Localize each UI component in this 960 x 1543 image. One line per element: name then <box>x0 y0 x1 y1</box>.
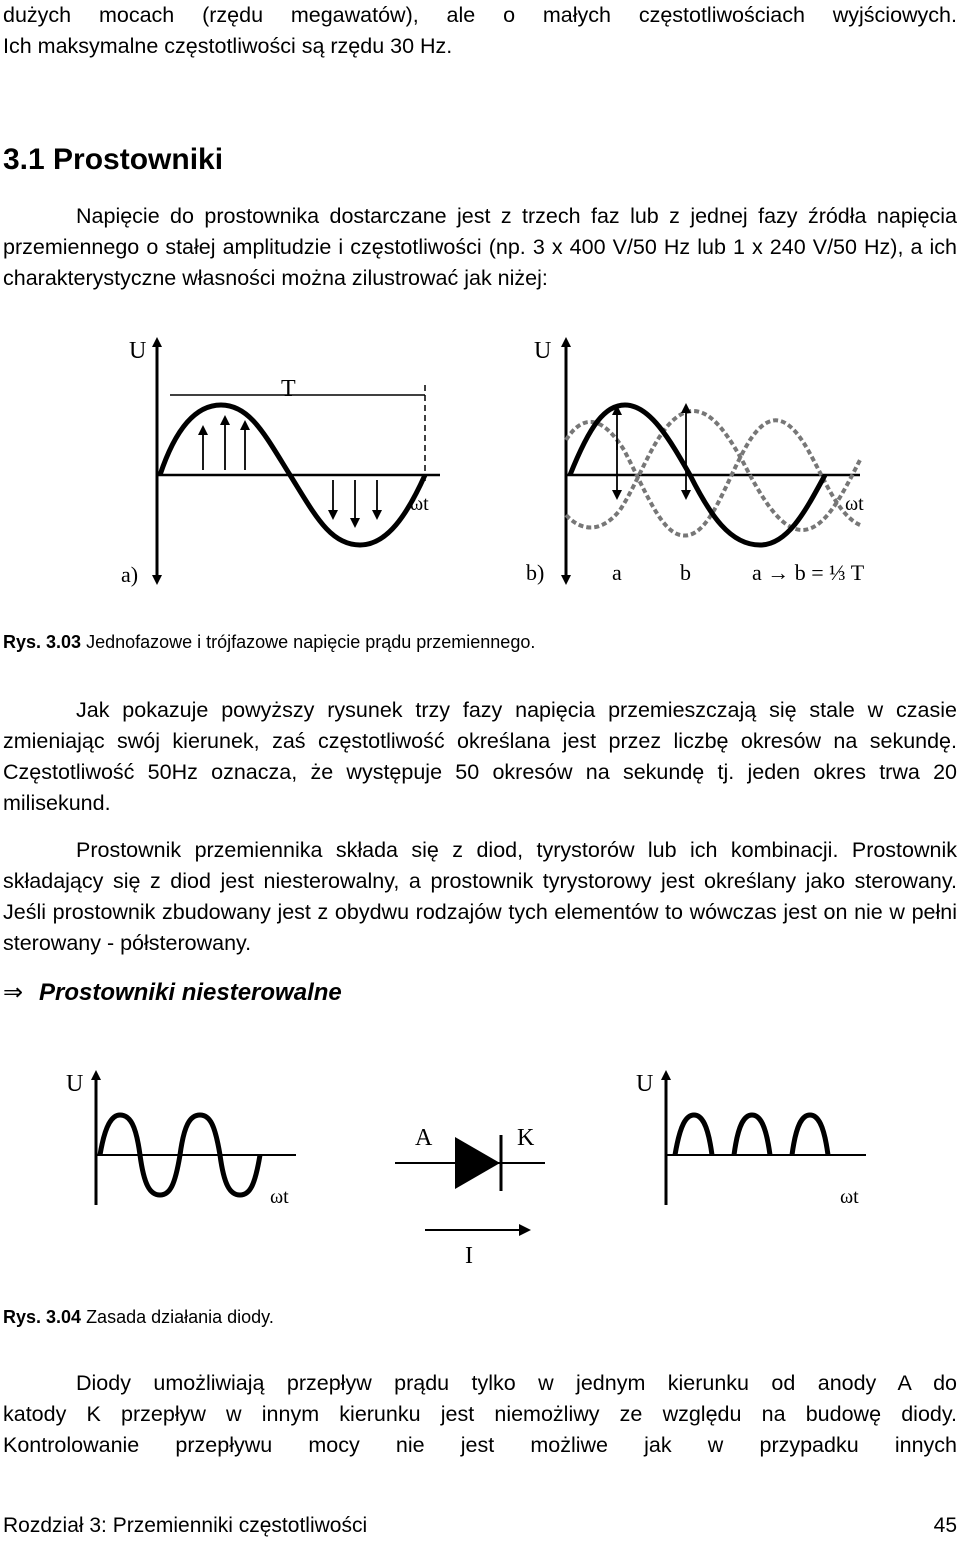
intro-line-2: Ich maksymalne częstotliwości są rzędu 30 Hz. <box>3 34 453 58</box>
x-axis-label: ωt <box>270 1186 289 1208</box>
footer-chapter: Rozdział 3: Przemienniki częstotliwości <box>3 1514 368 1537</box>
input-sine-diagram <box>60 1065 300 1215</box>
intro-line-1: dużych mocach (rzędu megawatów), ale o małych częstotliwościach wyjściowych. <box>3 3 957 27</box>
subsection-title <box>3 976 342 1010</box>
point-label-b: b <box>680 560 691 585</box>
single-phase-diagram <box>115 330 455 600</box>
rectified-output-diagram <box>630 1065 890 1215</box>
anode-label: A <box>415 1125 433 1151</box>
diode-symbol <box>395 1115 555 1269</box>
panel-label-a: a) <box>121 562 139 587</box>
paragraph-diodes-line-2: katody K przepływ w innym kierunku jest niemożliwy ze względu na budowę diody. <box>3 1402 957 1426</box>
current-label: I <box>465 1243 473 1269</box>
y-axis-label: U <box>636 1071 654 1097</box>
paragraph-diodes-line-1: Diody umożliwiają przepływ prądu tylko w jednym kierunku od anody A do <box>76 1371 957 1395</box>
paragraph-rectifier-types: Prostownik przemiennika składa się z diod, tyrystorów lub ich kombinacji. Prostownik składający się z diod jest niesterowalny, a prostownik tyrystorowy jest określany jako sterowany. Jeśli prostownik zbudowany jest z obydwu rodzajów tych elementów to wówczas jest on nie w pełni sterowany - półsterowany. <box>3 838 957 955</box>
footer-page-number: 45 <box>933 1514 957 1537</box>
three-phase-diagram <box>520 330 890 600</box>
subsection-title-text: Prostowniki niesterowalne <box>39 979 342 1006</box>
diode-triangle <box>455 1137 500 1189</box>
figure-3-03-caption: Rys. 3.03 Jednofazowe i trójfazowe napięcie prądu przemiennego. <box>3 632 536 652</box>
implies-arrow-icon: ⇒ <box>3 979 24 1006</box>
x-axis-label: ωt <box>845 493 864 515</box>
paragraph-diodes-line-3: Kontrolowanie przepływu mocy nie jest możliwe jak w przypadku innych <box>3 1433 957 1457</box>
figure-3-04-caption: Rys. 3.04 Zasada działania diody. <box>3 1307 274 1327</box>
paragraph-three-phases: Jak pokazuje powyższy rysunek trzy fazy napięcia przemieszczają się stale w czasie zmieniając swój kierunek, zaś częstotliwość określana jest przez liczbę okresów na sekundę. Częstotliwość 50Hz oznacza, że występuje 50 okresów na sekundę tj. jeden okres trwa 20 milisekund. <box>3 698 957 815</box>
cathode-label: K <box>517 1125 535 1151</box>
phase-relation-label: a → b = ⅓ T <box>752 560 865 585</box>
y-axis-label: U <box>534 338 552 364</box>
period-label: T <box>281 376 296 402</box>
x-axis-label: ωt <box>410 493 429 515</box>
y-axis-label: U <box>129 338 147 364</box>
section-title: 3.1 Prostowniki <box>3 143 224 176</box>
point-label-a: a <box>612 560 622 585</box>
panel-label-b: b) <box>526 560 545 585</box>
section-paragraph: Napięcie do prostownika dostarczane jest z trzech faz lub z jednej fazy źródła napięcia przemiennego o stałej amplitudzie i częstotliwości (np. 3 x 400 V/50 Hz lub 1 x 240 V/50 Hz), a ich charakterystyczne własności można zilustrować jak niżej: <box>3 204 957 290</box>
y-axis-label: U <box>66 1071 84 1097</box>
x-axis-label: ωt <box>840 1186 859 1208</box>
